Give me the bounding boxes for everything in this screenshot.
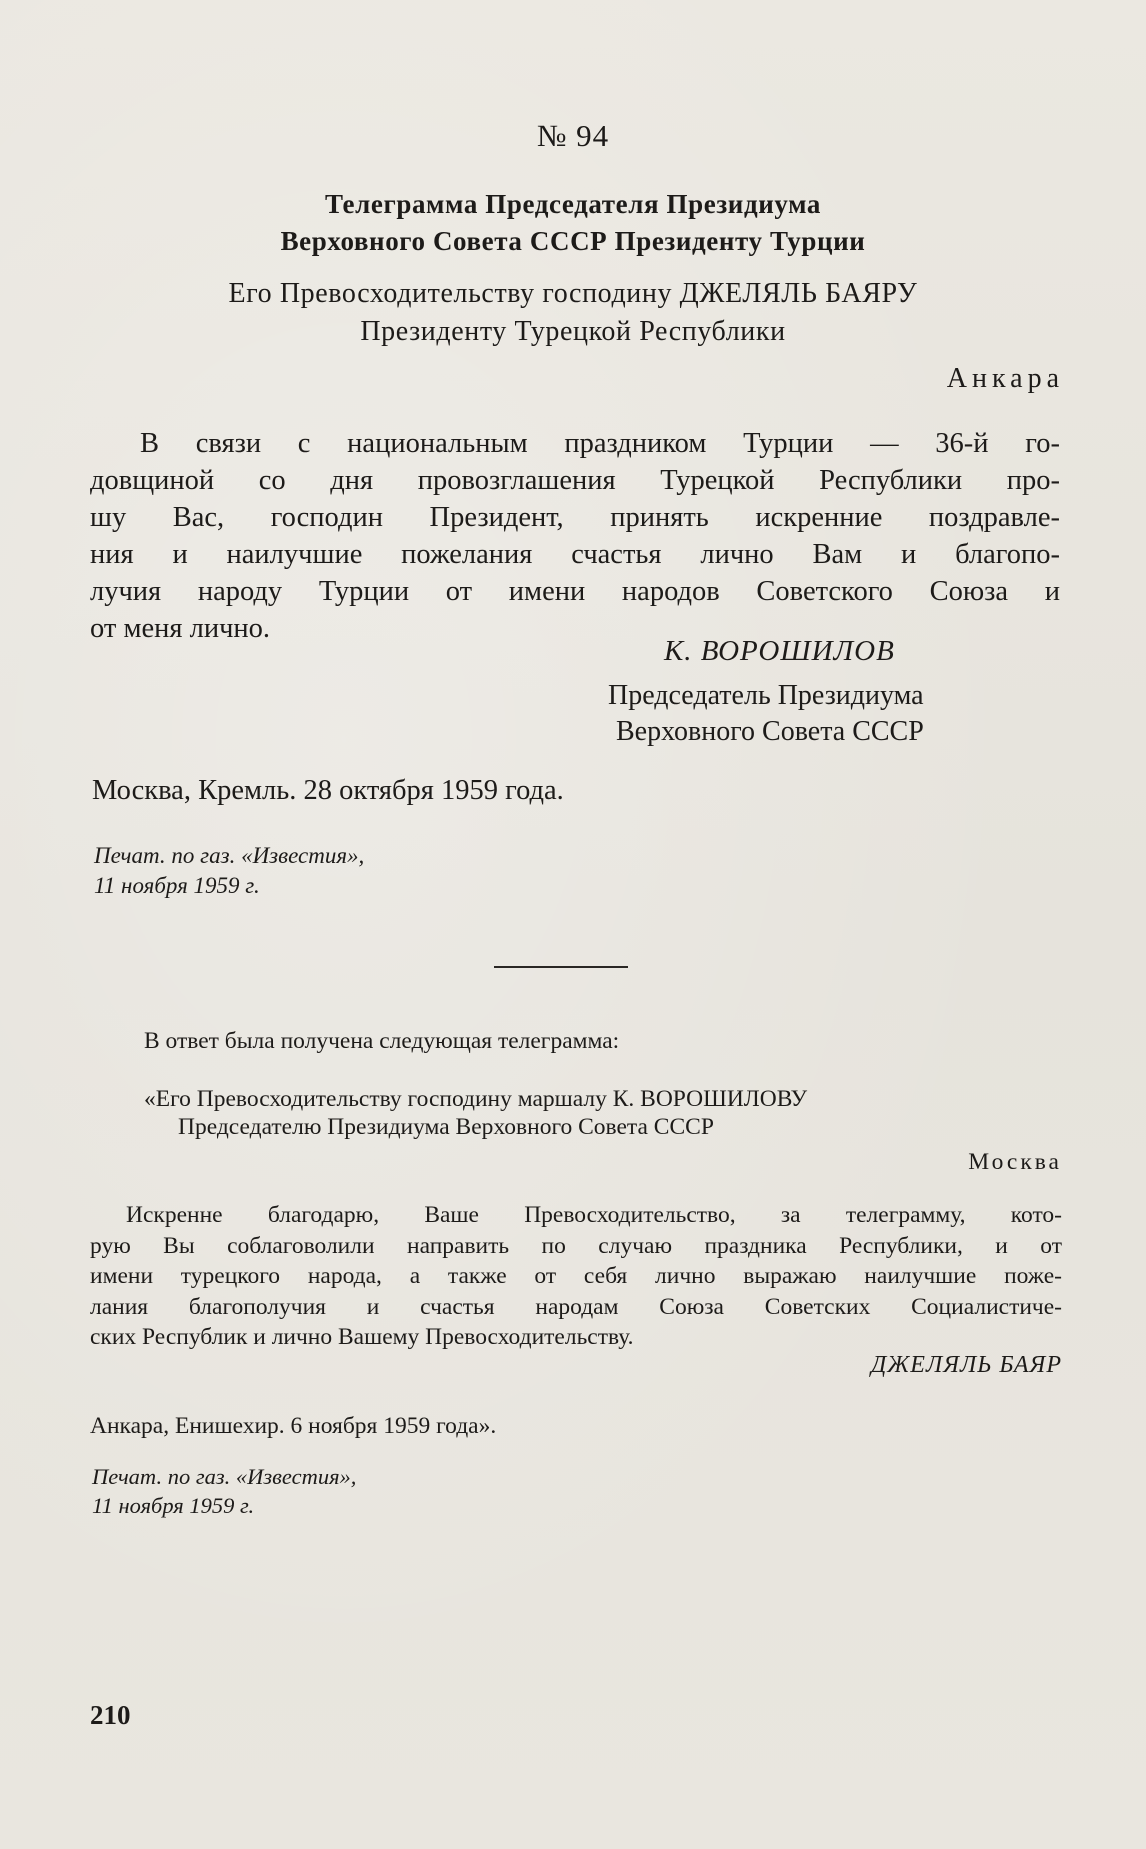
reply-body [90,1200,1062,1353]
signature-name: К. ВОРОШИЛОВ [664,635,895,667]
document-number: № 94 [536,118,610,153]
section-divider [494,966,628,968]
reply-body-line: ских Республик и лично Вашему Превосходительству. [90,1324,634,1350]
addressee-city: Анкара [946,363,1064,394]
signature-title: Верховного Совета СССР [616,716,924,747]
body-line: В связи с национальным праздником Турции — 36-й го- [140,428,1060,459]
telegram-body [90,425,1060,647]
source-note-line: Печат. по газ. «Известия», [94,843,365,868]
body-line: от меня лично. [90,613,271,644]
document-title [0,186,1146,260]
reply-source-note [92,1462,356,1520]
source-note-line: Печат. по газ. «Известия», [92,1464,357,1489]
reply-body-line: рую Вы соблаговолили направить по случаю праздника Республики, и от [90,1232,1062,1259]
source-note-line: 11 ноября 1959 г. [94,873,260,898]
body-line: лучия народу Турции от имени народов Советского Союза и [90,576,1060,607]
source-note [94,841,364,901]
reply-body-line: лания благополучия и счастья народам Союза Советских Социалистиче- [90,1293,1062,1320]
reply-body-line: имени турецкого народа, а также от себя лично выражаю наилучшие поже- [90,1263,1062,1289]
reply-addressee-title: Председателю Президиума Верховного Совета СССР [178,1114,714,1140]
reply-body-line: Искренне благодарю, Ваше Превосходительство, за телеграмму, кото- [126,1202,1062,1228]
body-line: шу Вас, господин Президент, принять искренние поздравле- [90,502,1060,533]
body-line: довщиной со дня провозглашения Турецкой Республики про- [90,465,1060,496]
reply-signature: ДЖЕЛЯЛЬ БАЯР [871,1352,1062,1378]
addressee-line: Его Превосходительству господину ДЖЕЛЯЛЬ БАЯРУ [228,278,918,309]
source-note-line: 11 ноября 1959 г. [92,1493,255,1518]
document-title-line: Верховного Совета СССР Президенту Турции [280,226,866,256]
reply-addressee-city: Москва [968,1149,1062,1175]
document-title-line: Телеграмма Председателя Президиума [324,189,822,219]
addressee-title: Президенту Турецкой Республики [360,316,786,347]
reply-addressee-line: «Его Превосходительству господину маршалу К. ВОРОШИЛОВУ [144,1086,808,1112]
reply-intro: В ответ была получена следующая телеграмма: [144,1028,620,1054]
reply-place-date: Анкара, Енишехир. 6 ноября 1959 года». [90,1413,497,1439]
body-line: ния и наилучшие пожелания счастья лично Вам и благопо- [90,539,1060,570]
place-date: Москва, Кремль. 28 октября 1959 года. [92,775,564,806]
signature-title: Председатель Президиума [608,680,924,711]
page-number: 210 [90,1700,131,1730]
